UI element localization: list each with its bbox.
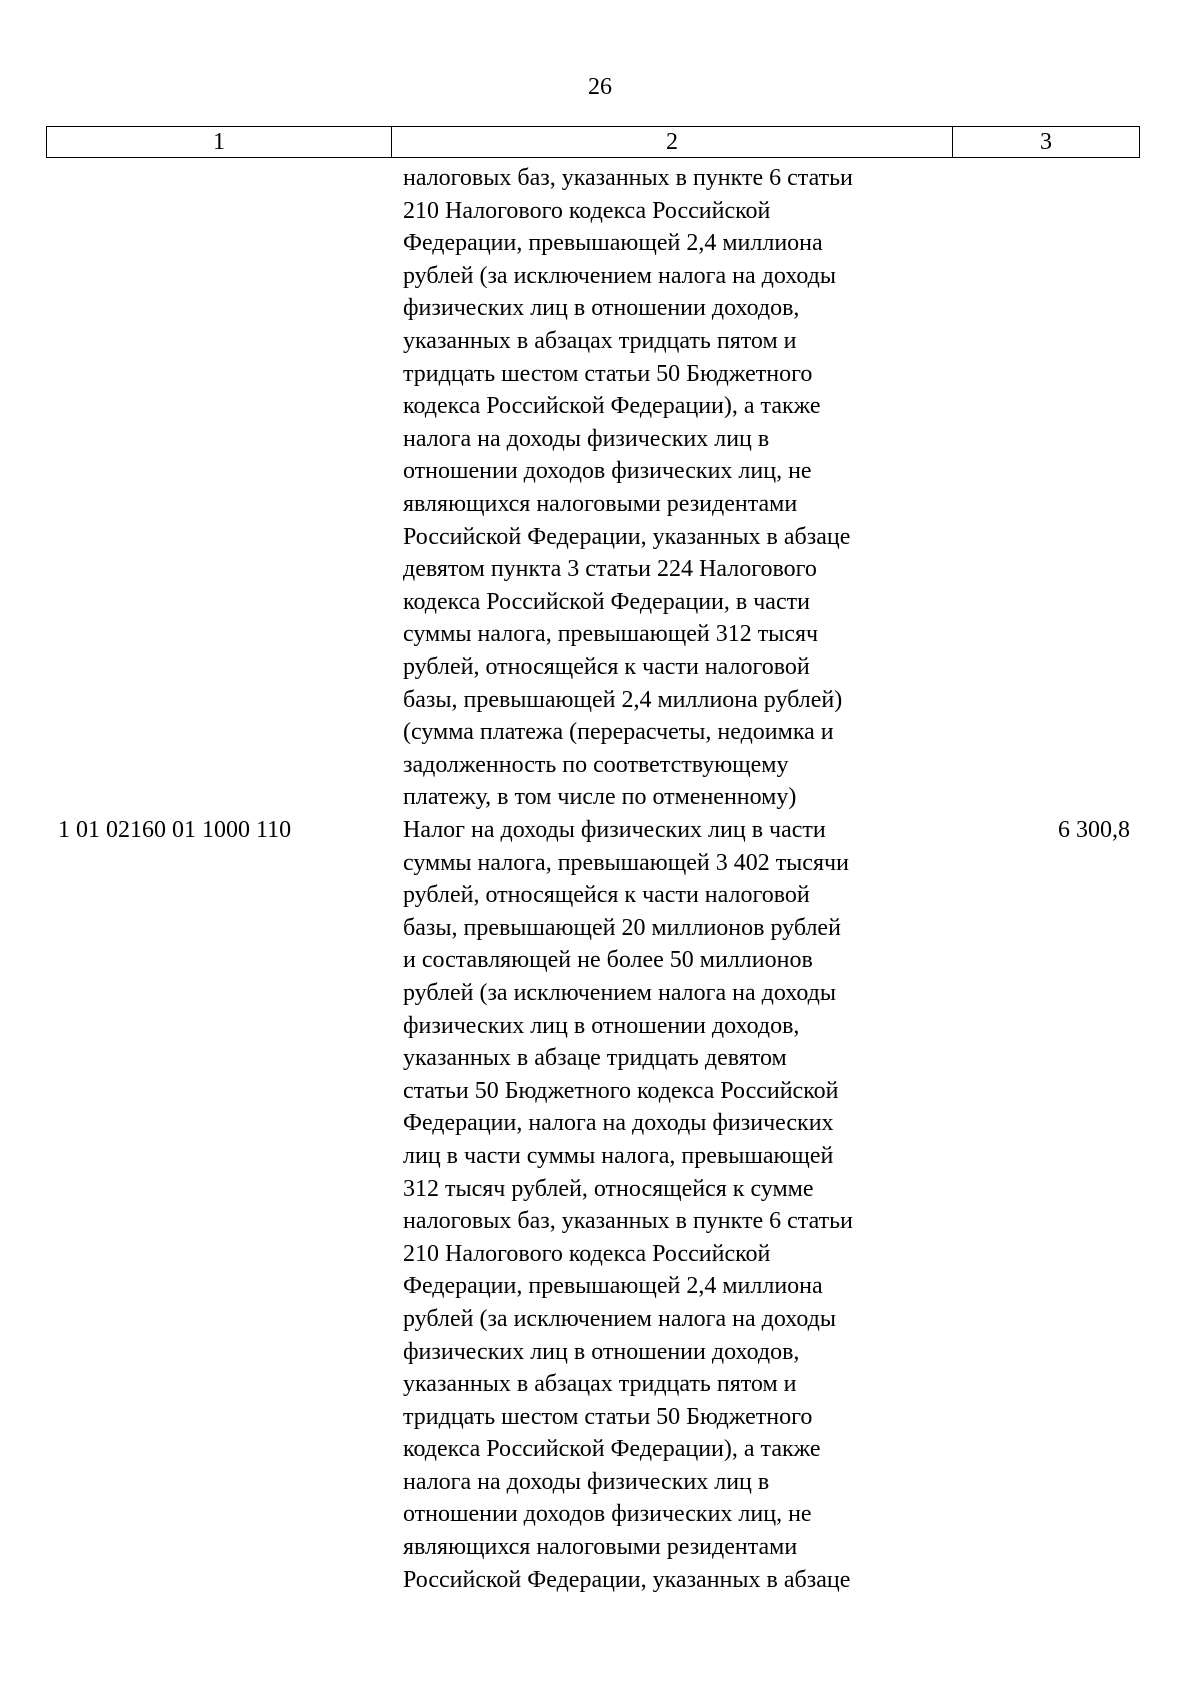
row-description: Налог на доходы физических лиц в части суммы налога, превышающей 3 402 тысячи рублей, относящейся к части налоговой базы, превышающей 20 миллионов рублей и составляющей не более 50 миллионов рублей (за исключением налога на доходы физических лиц в отношении доходов, указанных в абзаце тридцать девятом статьи 50 Бюджетного кодекса Российской Федерации, налога на доходы физических лиц в части суммы налога, превышающей 312 тысяч рублей, относящейся к сумме налоговых баз, указанных в пункте 6 статьи 210 Налогового кодекса Российской Федерации, превышающей 2,4 миллиона рублей (за исключением налога на доходы физических лиц в отношении доходов, указанных в абзацах тридцать пятом и тридцать шестом статьи 50 Бюджетного кодекса Российской Федерации), а также налога на доходы физических лиц в отношении доходов физических лиц, не являющихся налоговыми резидентами Российской Федерации, указанных в абзаце xyxy=(403,817,853,1593)
row-code: 1 01 02160 01 1000 110 xyxy=(58,817,292,843)
row-amount: 6 300,8 xyxy=(1058,817,1130,843)
page-number: 26 xyxy=(588,74,612,100)
continued-description: налоговых баз, указанных в пункте 6 статьи 210 Налогового кодекса Российской Федерации, превышающей 2,4 миллиона рублей (за исключением налога на доходы физических лиц в отношении доходов, указанных в абзацах тридцать пятом и тридцать шестом статьи 50 Бюджетного кодекса Российской Федерации), а также налога на доходы физических лиц в отношении доходов физических лиц, не являющихся налоговыми резидентами Российской Федерации, указанных в абзаце девятом пункта 3 статьи 224 Налогового кодекса Российской Федерации, в части суммы налога, превышающей 312 тысяч рублей, относящейся к части налоговой базы, превышающей 2,4 миллиона рублей) (сумма платежа (перерасчеты, недоимка и задолженность по соответствующему платежу, в том числе по отмененному) xyxy=(403,165,853,811)
table-header-col-2: 2 xyxy=(392,127,953,157)
table-header-col-3: 3 xyxy=(1040,129,1052,155)
table-header-col-1: 1 xyxy=(47,127,392,157)
table-header-row xyxy=(46,126,1140,158)
